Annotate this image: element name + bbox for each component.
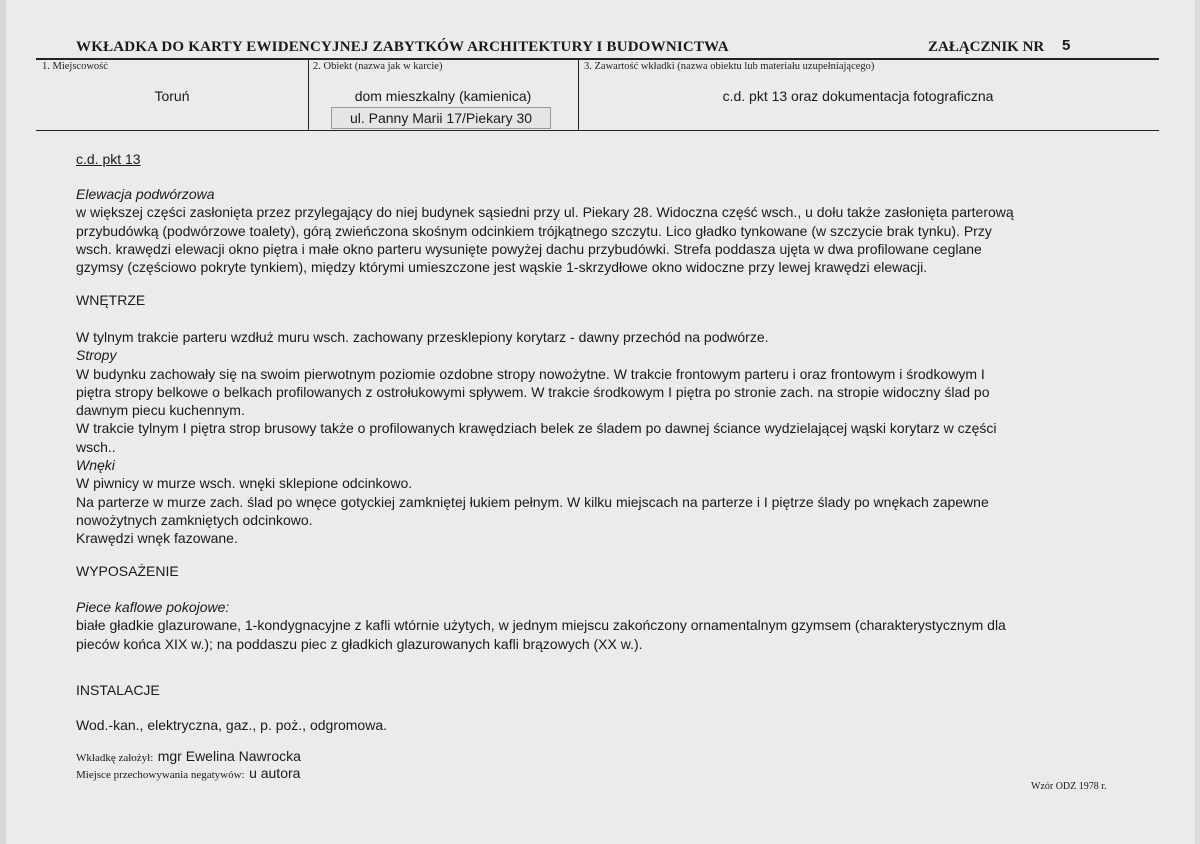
facade-line: w większej części zasłonięta przez przylegający do niej budynek sąsiedni przy ul. Piekary 28. Widoczna część wsch., u dołu także zasłonięta parterową [76,204,1014,221]
niches-heading: Wnęki [76,457,115,474]
niches-line: W piwnicy w murze wsch. wnęki sklepione odcinkowo. [76,475,413,492]
facade-line: przybudówką (podwórzowe toalety), górą zwieńczona skośnym odcinkiem trójkątnego szczytu. Lico gładko tynkowane (w szczycie brak tynku). Przy [76,222,992,239]
annex-label: ZAŁĄCZNIK NR [928,39,1045,55]
facade-section [76,185,1122,276]
scan-edge-right [1195,0,1200,844]
equipment-heading: WYPOSAŻENIE [76,563,179,579]
equipment-section [76,598,1122,653]
ceilings-heading: Stropy [76,347,117,364]
niches-line: Na parterze w murze zach. ślad po wnęce gotyckiej zamkniętej łukiem pełnym. W kilku miejscach na parterze i I piętrze ślady po wnękach zapewne [76,493,989,510]
author-row [76,748,301,766]
header-top-rule [36,58,1159,60]
ceilings-line: W budynku zachowały się na swoim pierwotnym poziomie ozdobne stropy nowożytne. W trakcie frontowym parteru i oraz frontowym i środkowym I [76,365,985,382]
field-contents-label: 3. Zawartość wkładki (nazwa obiektu lub materiału uzupełniającego) [584,61,875,72]
stoves-line: pieców końca XIX w.); na poddaszu piec z gładkich glazurowanych kafli brązowych (XX w.). [76,635,643,652]
niches-line: Krawędzi wnęk fazowane. [76,530,238,547]
interior-heading: WNĘTRZE [76,292,146,308]
continuation-heading: c.d. pkt 13 [76,151,141,167]
niches-line: nowożytnych zamkniętych odcinkowo. [76,511,313,528]
annex-number: 5 [1062,37,1071,54]
field-location-value: Toruń [154,88,190,104]
facade-heading: Elewacja podwórzowa [76,186,215,202]
installations-heading: INSTALACJE [76,682,160,698]
stoves-heading: Piece kaflowe pokojowe: [76,599,230,615]
header-bottom-rule [36,130,1159,131]
facade-line: wsch. krawędzi elewacji okno piętra i małe okno parteru wysunięte powyżej dachu przybudówki. Strefa poddasza ujęta w dwa profilowane ceglane [76,240,982,257]
ceilings-line: piętra stropy belkowe o belkach profilowanych z ostrołukowymi spływem. W trakcie środkowym I piętra po stronie zach. na stropie widoczny ślad po [76,383,990,400]
storage-value: u autora [249,765,301,781]
form-version: Wzór ODZ 1978 r. [1031,781,1107,792]
storage-label: Miejsce przechowywania negatywów: [76,769,245,781]
field-object-label: 2. Obiekt (nazwa jak w karcie) [313,61,443,72]
ceilings-line: W trakcie tylnym I piętra strop brusowy także o profilowanych krawędziach belek ze śladem po dawnej ściance wydzielającej wąski korytarz w części [76,420,997,437]
ceilings-line: wsch.. [76,438,116,455]
field-contents-value: c.d. pkt 13 oraz dokumentacja fotograficzna [722,88,994,104]
author-label: Wkładkę założył: [76,752,154,764]
interior-section [76,328,1122,548]
author-value: mgr Ewelina Nawrocka [157,748,301,764]
form-title: WKŁADKA DO KARTY EWIDENCYJNEJ ZABYTKÓW ARCHITEKTURY I BUDOWNICTWA [76,39,729,55]
field-object-address: ul. Panny Marii 17/Piekary 30 [331,107,551,129]
interior-intro: W tylnym trakcie parteru wzdłuż muru wsch. zachowany przesklepiony korytarz - dawny przechód na podwórze. [76,329,769,345]
installations-text: Wod.-kan., elektryczna, gaz., p. poż., odgromowa. [76,717,388,733]
ceilings-line: dawnym piecu kuchennym. [76,402,245,419]
facade-line: gzymsy (częściowo pokryte tynkiem), między którymi umieszczone jest wąskie 1-skrzydłowe okno widoczne przy lewej krawędzi elewacji. [76,259,928,276]
storage-row [76,765,300,783]
field-location-label: 1. Miejscowość [42,61,108,72]
scan-edge-left [0,0,6,844]
field-object-value: dom mieszkalny (kamienica) [354,88,532,104]
stoves-line: białe gładkie glazurowane, 1-kondygnacyjne z kafli wtórnie użytych, w jednym miejscu zakończony ornamentalnym gzymsem (charakterystycznym dla [76,617,1006,634]
